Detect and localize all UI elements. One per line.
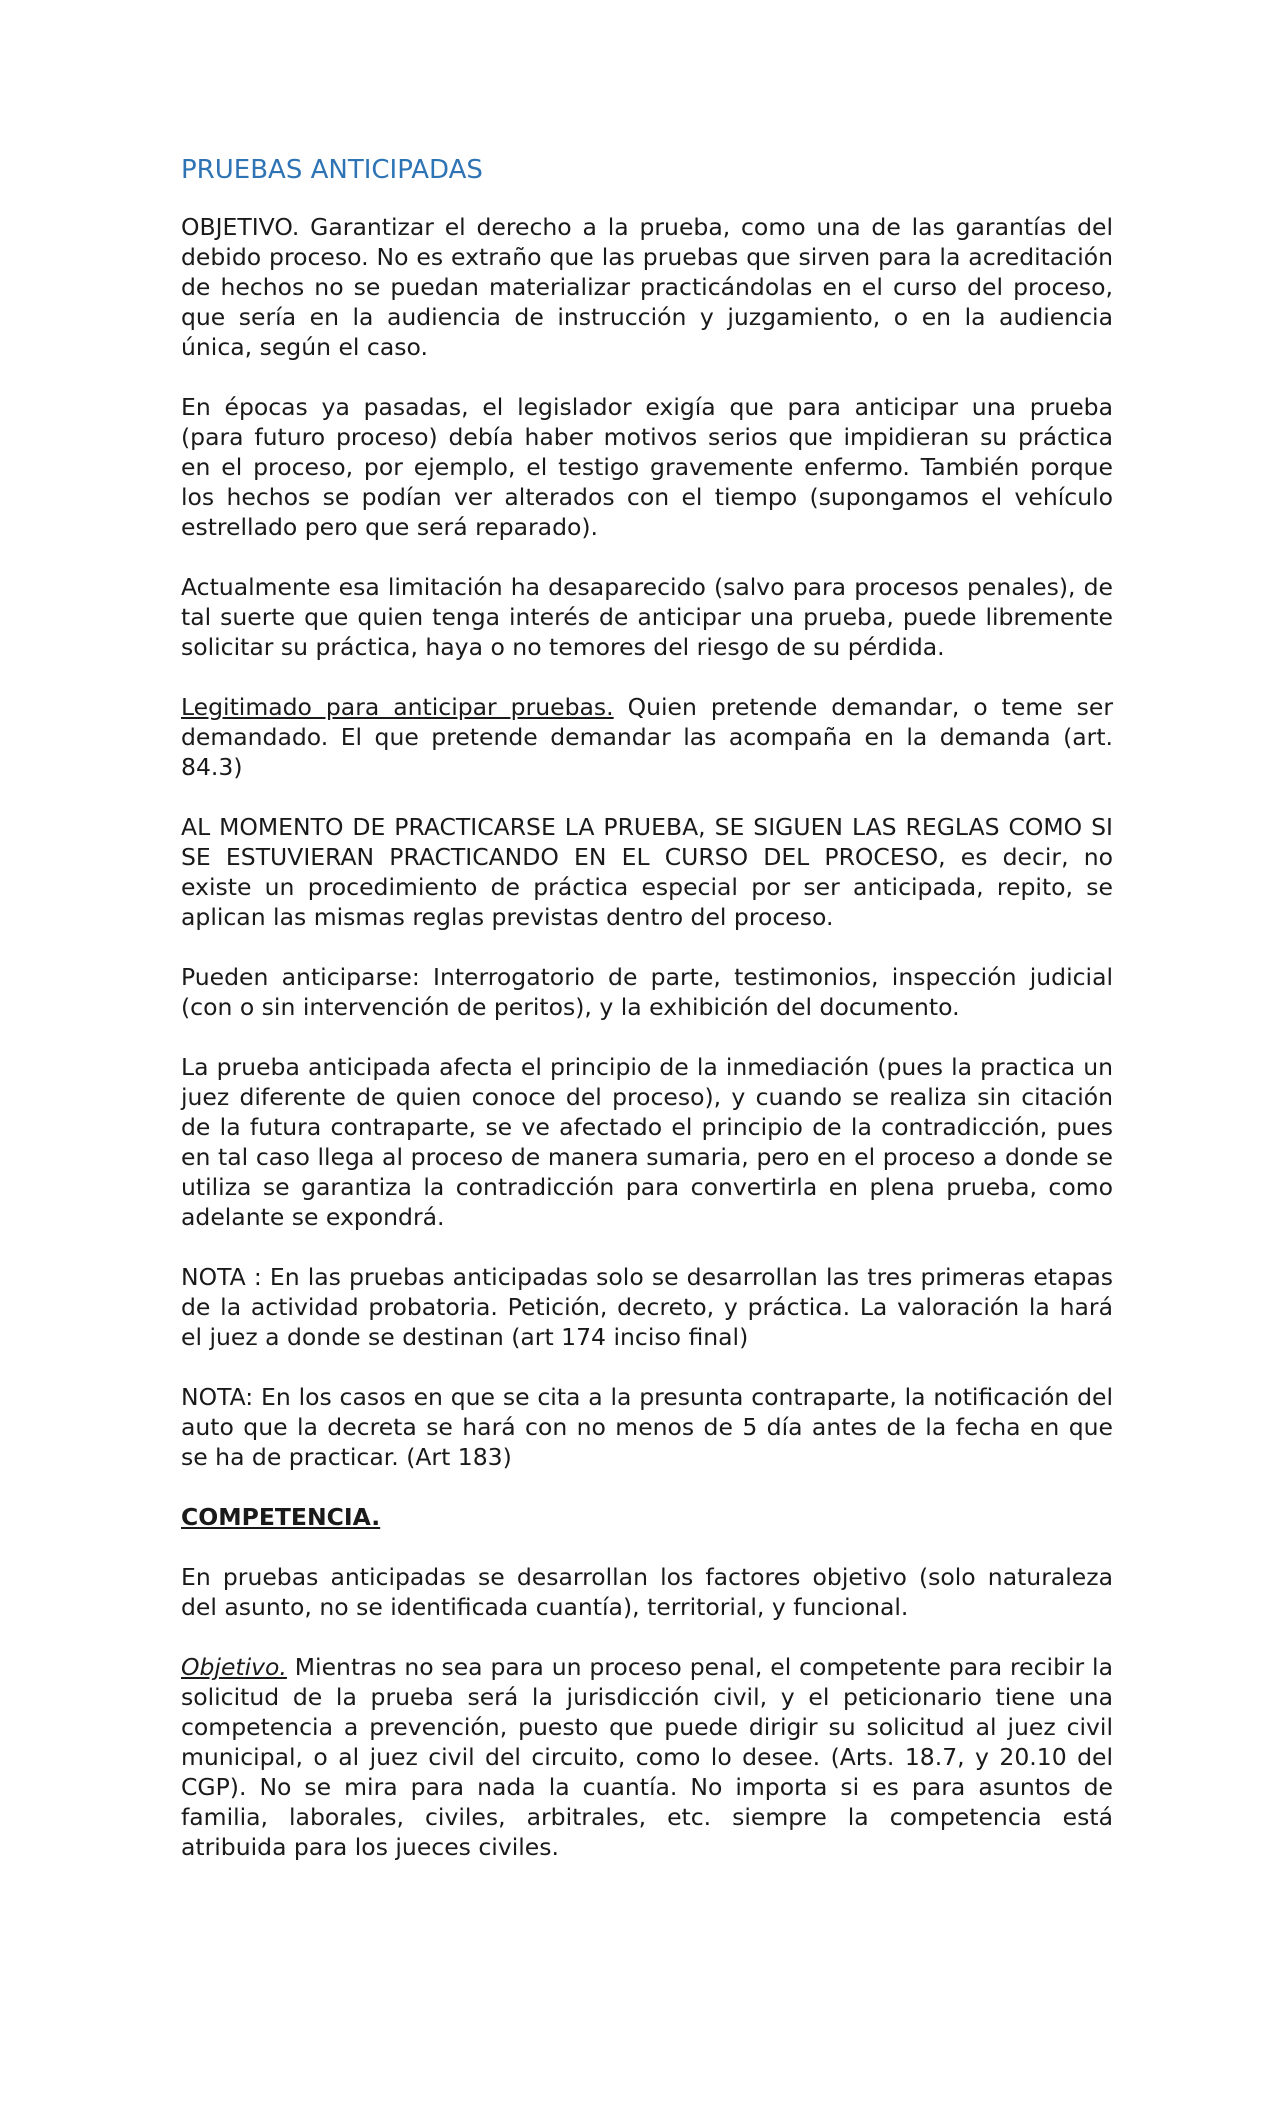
paragraph-nota-notificacion: NOTA: En los casos en que se cita a la presunta contraparte, la notificación del auto que la decreta se hará con no menos de 5 día antes de la fecha en que se ha de practicar. (Art 183) <box>181 1383 1113 1471</box>
paragraph-epocas: En épocas ya pasadas, el legislador exigía que para anticipar una prueba (para futuro proceso) debía haber motivos serios que impidieran su práctica en el proceso, por ejemplo, el testigo gravemente enfermo. También porque los hechos se podían ver alterados con el tiempo (supongamos el vehículo estrellado pero que será reparado). <box>181 393 1113 541</box>
paragraph-pueden-anticiparse: Pueden anticiparse: Interrogatorio de parte, testimonios, inspección judicial (con o sin intervención de peritos), y la exhibición del documento. <box>181 963 1113 1021</box>
paragraph-objetivo: OBJETIVO. Garantizar el derecho a la prueba, como una de las garantías del debido proceso. No es extraño que las pruebas que sirven para la acreditación de hechos no se puedan materializar practicándolas en el curso del proceso, que sería en la audiencia de instrucción y juzgamiento, o en la audiencia única, según el caso. <box>181 213 1113 361</box>
objetivo-text: Mientras no sea para un proceso penal, el competente para recibir la solicitud de la prueba será la jurisdicción civil, y el peticionario tiene una competencia a prevención, puesto que puede dirigir su solicitud al juez civil municipal, o al juez civil del circuito, como lo desee. (Arts. 18.7, y 20.10 del CGP). No se mira para nada la cuantía. No importa si es para asuntos de familia, laborales, civiles, arbitrales, etc. siempre la competencia está atribuida para los jueces civiles. <box>181 1653 1113 1861</box>
competencia-heading: COMPETENCIA. <box>181 1503 381 1531</box>
paragraph-objetivo-competencia <box>181 1652 1113 1862</box>
legitimado-text: Quien pretende demandar, o teme ser demandado. El que pretende demandar las acompaña en la demanda (art. 84.3) <box>181 693 1114 781</box>
document-body <box>181 152 1113 1892</box>
document-title: PRUEBAS ANTICIPADAS <box>181 155 483 185</box>
paragraph-actualmente: Actualmente esa limitación ha desaparecido (salvo para procesos penales), de tal suerte que quien tenga interés de anticipar una prueba, puede libremente solicitar su práctica, haya o no temores del riesgo de su pérdida. <box>181 573 1113 661</box>
paragraph-al-momento: AL MOMENTO DE PRACTICARSE LA PRUEBA, SE SIGUEN LAS REGLAS COMO SI SE ESTUVIERAN PRACTICANDO EN EL CURSO DEL PROCESO, es decir, no existe un procedimiento de práctica especial por ser anticipada, repito, se aplican las mismas reglas previstas dentro del proceso. <box>181 813 1113 931</box>
objetivo-label: Objetivo. <box>181 1653 287 1681</box>
paragraph-legitimado <box>181 692 1113 782</box>
legitimado-label: Legitimado para anticipar pruebas. <box>181 693 614 721</box>
paragraph-inmediacion: La prueba anticipada afecta el principio de la inmediación (pues la practica un juez diferente de quien conoce del proceso), y cuando se realiza sin citación de la futura contraparte, se ve afectado el principio de la contradicción, pues en tal caso llega al proceso de manera sumaria, pero en el proceso a donde se utiliza se garantiza la contradicción para convertirla en plena prueba, como adelante se expondrá. <box>181 1053 1113 1231</box>
paragraph-nota-etapas: NOTA : En las pruebas anticipadas solo se desarrollan las tres primeras etapas de la actividad probatoria. Petición, decreto, y práctica. La valoración la hará el juez a donde se destinan (art 174 inciso final) <box>181 1263 1113 1351</box>
paragraph-competencia: En pruebas anticipadas se desarrollan los factores objetivo (solo naturaleza del asunto, no se identificada cuantía), territorial, y funcional. <box>181 1563 1113 1621</box>
